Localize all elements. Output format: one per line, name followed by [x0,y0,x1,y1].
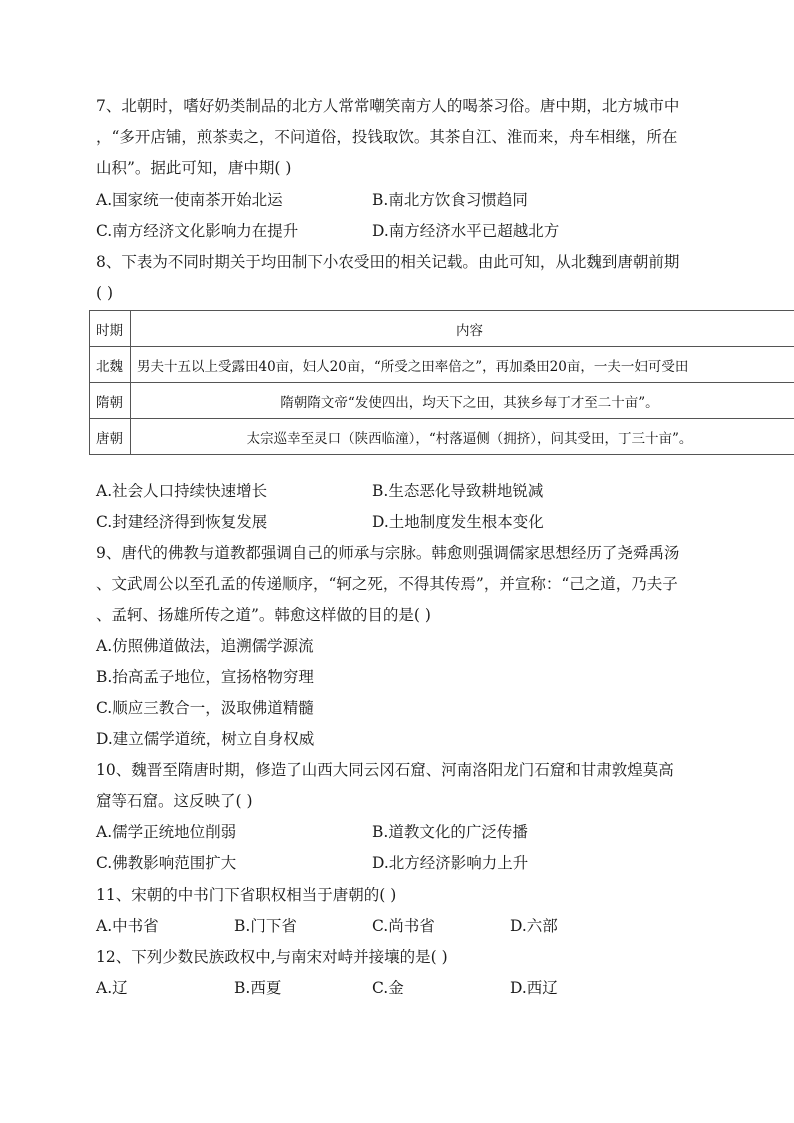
table-cell-period: 隋朝 [90,383,131,419]
q11-option-c[interactable]: C.尚书省 [372,917,435,935]
table-cell-content: 太宗巡幸至灵口（陕西临潼），“村落逼侧（拥挤），问其受田，丁三十亩”。 [131,419,794,455]
q9-line-3: 、孟轲、扬雄所传之道”。韩愈这样做的目的是( ) [96,606,431,624]
q12-option-b[interactable]: B.西夏 [234,979,282,997]
q9-option-d[interactable]: D.建立儒学道统，树立自身权威 [96,730,315,748]
q7-line-1: 7、北朝时，嗜好奶类制品的北方人常常嘲笑南方人的喝茶习俗。唐中期，北方城市中 [96,97,680,115]
q7-option-c[interactable]: C.南方经济文化影响力在提升 [96,222,299,240]
table-header-content: 内容 [131,311,794,347]
q8-option-c[interactable]: C.封建经济得到恢复发展 [96,513,268,531]
q11-option-d[interactable]: D.六部 [510,917,558,935]
q9-option-c[interactable]: C.顺应三教合一，汲取佛道精髓 [96,699,314,717]
q11-line-1: 11、宋朝的中书门下省职权相当于唐朝的( ) [96,886,397,904]
q8-line-1: 8、下表为不同时期关于均田制下小农受田的相关记载。由此可知，从北魏到唐朝前期 [96,253,680,271]
q8-option-a[interactable]: A.社会人口持续快速增长 [96,482,268,500]
q8-option-d[interactable]: D.土地制度发生根本变化 [372,513,544,531]
q9-option-b[interactable]: B.抬高孟子地位，宣扬格物穷理 [96,668,314,686]
q10-option-b[interactable]: B.道教文化的广泛传播 [372,823,528,841]
q12-line-1: 12、下列少数民族政权中,与南宋对峙并接壤的是( ) [96,948,448,966]
table-row [90,419,794,455]
q10-option-c[interactable]: C.佛教影响范围扩大 [96,854,237,872]
q7-line-2: ，“多开店铺，煎茶卖之，不问道俗，投钱取饮。其茶自江、淮而来，舟车相继，所在 [96,128,678,146]
table-cell-content: 隋朝隋文帝“发使四出，均天下之田，其狭乡每丁才至二十亩”。 [131,383,794,419]
q9-line-2: 、文武周公以至孔孟的传递顺序，“轲之死，不得其传焉”，并宣称：“己之道，乃夫子 [96,575,678,593]
q12-option-a[interactable]: A.辽 [96,979,128,997]
q12-option-d[interactable]: D.西辽 [510,979,558,997]
q7-option-d[interactable]: D.南方经济水平已超越北方 [372,222,560,240]
table-cell-period: 北魏 [90,347,131,383]
q12-option-c[interactable]: C.金 [372,979,404,997]
q7-line-3: 山积”。据此可知，唐中期( ) [96,159,292,177]
q11-option-b[interactable]: B.门下省 [234,917,297,935]
q9-line-1: 9、唐代的佛教与道教都强调自己的师承与宗脉。韩愈则强调儒家思想经历了尧舜禹汤 [96,544,680,562]
table-row [90,383,794,419]
table-header-row [90,311,794,347]
q7-option-a[interactable]: A.国家统一使南茶开始北运 [96,191,283,209]
q10-line-1: 10、魏晋至隋唐时期，修造了山西大同云冈石窟、河南洛阳龙门石窟和甘肃敦煌莫高 [96,761,674,779]
q8-line-2: ( ) [96,284,114,302]
q10-option-a[interactable]: A.儒学正统地位削弱 [96,823,237,841]
land-records-table [89,310,794,455]
q10-line-2: 窟等石窟。这反映了( ) [96,792,253,810]
table-row [90,347,794,383]
table-cell-content: 男夫十五以上受露田40亩，妇人20亩，“所受之田率倍之”，再加桑田20亩，一夫一妇可受田 [131,347,794,383]
q11-option-a[interactable]: A.中书省 [96,917,159,935]
q9-option-a[interactable]: A.仿照佛道做法，追溯儒学源流 [96,637,314,655]
q7-option-b[interactable]: B.南北方饮食习惯趋同 [372,191,528,209]
table-cell-period: 唐朝 [90,419,131,455]
table-header-period: 时期 [90,311,131,347]
q8-option-b[interactable]: B.生态恶化导致耕地锐减 [372,482,544,500]
q10-option-d[interactable]: D.北方经济影响力上升 [372,854,529,872]
